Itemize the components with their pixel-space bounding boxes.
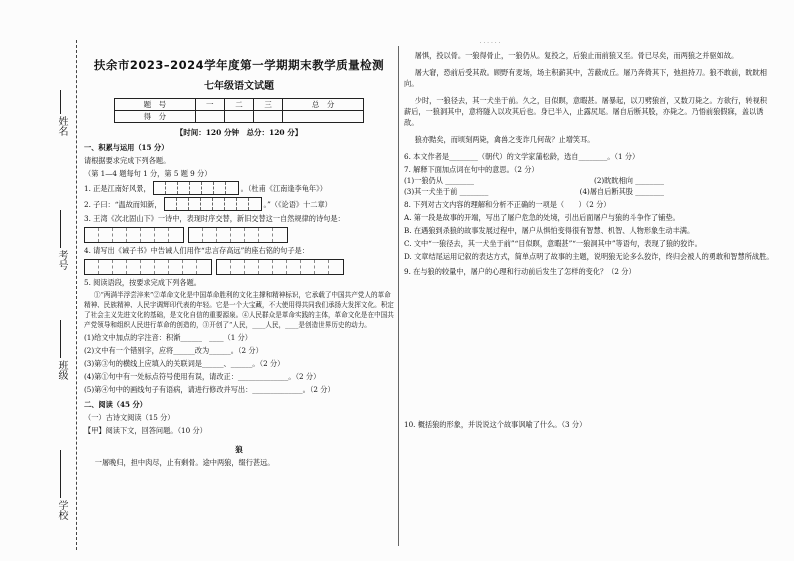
right-column <box>404 48 774 558</box>
q5-sub-2: (2)文中有一个错别字，应将______改为______。（2 分） <box>84 346 263 355</box>
q3-answer-boxes[interactable] <box>84 227 394 243</box>
question-6: 6. 本文作者是________（朝代）的文学家蒲松龄，选自________。（1 分） <box>404 152 640 161</box>
question-5: 5. 阅读语段，按要求完成下列各题。 <box>84 278 201 287</box>
q8-option-b[interactable]: B. 在遇狼到杀狼的故事发展过程中，屠户从惧怕变得很有智慧、机智、人物形象生动丰满。 <box>404 226 695 235</box>
q8-option-c[interactable]: C. 文中“一狼径去，其一犬坐于前”“目似瞑，意暇甚”“一狼洞其中”等语句，表现了狼的狡诈。 <box>404 239 702 248</box>
q2-suffix: 。”（《论语》十二章） <box>263 199 332 209</box>
q8-option-d[interactable]: D. 文章结尾运用记叙的表达方式，简单点明了故事的主题，说明狼无论多么狡诈，终归会被人的勇敢和智慧所战胜。 <box>404 252 774 261</box>
q7-row-2 <box>404 186 664 197</box>
q7-item-1: (1)一狼仍从 ________ <box>404 176 474 185</box>
q5-sub-3: (3)第③句的横线上应填入的关联词是______、______。（2 分） <box>84 359 285 368</box>
passage-paragraph-4: 少时，一狼径去，其一犬坐于前。久之，目似瞑，意暇甚。屠暴起，以刀劈狼首，又数刀毙之。方欲行，转视积薪后，一狼洞其中，意将隧入以攻其后也。身已半入，止露尻尾。屠自后断其股，亦毙之。乃悟前狼假寐，盖以诱敌。 <box>404 96 767 127</box>
subject-title: 七年级语文试题 <box>204 81 274 92</box>
question-9: 9. 在与狼的较量中，屠户的心理和行动前后发生了怎样的变化？（2 分） <box>404 267 636 276</box>
passage-paragraph-5: 狼亦黠矣，而顷刻两毙，禽兽之变诈几何哉？止增笑耳。 <box>414 135 595 144</box>
left-column <box>84 48 394 558</box>
section-2-1: （一）古诗文阅读（15 分） <box>84 413 175 422</box>
score-cell: 二 <box>224 99 253 111</box>
time-info: 【时间：120 分钟 总分：120 分】 <box>175 128 303 137</box>
q8-option-a[interactable]: A. 第一段是故事的开端，写出了屠户危急的处境，引出后面屠户与狼的斗争作了铺垫。 <box>404 213 680 222</box>
question-2 <box>84 197 394 211</box>
class-line <box>60 320 61 358</box>
q2-prefix: 2. 子曰：“温故而知新， <box>84 199 162 209</box>
score-input-cell[interactable] <box>254 111 283 123</box>
seal-line <box>76 40 77 550</box>
score-input-cell[interactable] <box>224 111 253 123</box>
q4-answer-boxes[interactable] <box>84 259 394 275</box>
column-divider <box>398 46 399 546</box>
question-1 <box>84 181 394 195</box>
score-table-score-row <box>115 111 364 123</box>
binding-margin <box>0 0 80 561</box>
score-cell: 总 分 <box>283 99 364 111</box>
question-10: 10. 概括狼的形象，并说说这个故事讽喻了什么。（3 分） <box>404 420 587 429</box>
section-1-heading: 一、积累与运用（15 分） <box>84 143 169 152</box>
score-input-cell[interactable] <box>195 111 224 123</box>
q1-prefix: 1. 正是江南好风景， <box>84 183 151 193</box>
q5-sub-4: (4)第①句中有一处标点符号使用有误，请改正：______________。（2 分） <box>84 372 321 381</box>
exam-id-line <box>60 210 61 248</box>
score-cell: 得 分 <box>115 111 196 123</box>
top-mark: · · · · · · <box>479 40 501 47</box>
exam-id-label: 考号 <box>56 250 67 270</box>
name-label: 姓名 <box>56 116 67 136</box>
q10-answer-area[interactable] <box>404 430 774 490</box>
q7-row-1 <box>404 175 664 186</box>
passage-paragraph-3: 屠大窘，恐前后受其敌。顾野有麦场，场主积薪其中，苫蔽成丘。屠乃奔倚其下，弛担持刀。狼不敢前，眈眈相向。 <box>404 68 767 88</box>
school-label: 学校 <box>56 500 67 520</box>
class-label: 班级 <box>56 360 67 380</box>
question-7: 7. 解释下面加点词在句中的意思。（2 分） <box>404 165 539 174</box>
q1-suffix: 。（杜甫《江南逢李龟年》） <box>240 183 327 193</box>
passage-paragraph-2: 屠惧，投以骨。一狼得骨止，一狼仍从。复投之，后狼止而前狼又至。骨已尽矣，而两狼之并驱如故。 <box>414 51 739 60</box>
passage-title: 狼 <box>235 445 243 454</box>
section-1-note: （第 1—4 题每句 1 分，第 5 题 9 分） <box>84 169 212 178</box>
passage-jia-intro: 【甲】阅读下文，回答问题。（10 分） <box>84 426 207 435</box>
score-table-header-row <box>115 99 364 111</box>
school-line <box>60 450 61 498</box>
q7-item-2: (2)眈眈相向 ________ <box>594 176 664 185</box>
q2-answer-grid[interactable] <box>164 197 262 211</box>
q7-item-3: (3)其一犬坐于前 ________ <box>404 187 489 196</box>
section-2-heading: 二、阅读（45 分） <box>84 400 147 409</box>
q5-sub-5: (5)第④句中的画线句子有语病，请进行修改并写出：______________。（2 分） <box>84 385 335 394</box>
passage-first-paragraph: 一屠晚归，担中肉尽，止有剩骨。途中两狼，缀行甚远。 <box>94 458 275 467</box>
score-cell: 三 <box>254 99 283 111</box>
q1-answer-grid[interactable] <box>153 181 239 195</box>
question-3: 3. 王湾《次北固山下》一诗中，表现时序交替，新旧交替这一自然规律的诗句是： <box>84 214 345 223</box>
q9-answer-area[interactable] <box>404 277 774 417</box>
score-input-cell[interactable] <box>283 111 364 123</box>
exam-title: 扶余市2023–2024学年度第一学期期末教学质量检测 <box>93 58 385 72</box>
section-1-intro: 请根据要求完成下列各题。 <box>84 156 171 165</box>
score-cell: 题 号 <box>115 99 196 111</box>
q5-passage: ①“两满半浮尝淬来”②革命文化是中国革命胜利的文化主撑和精神标识，它承载了中国共产党人的革命精神、民族精神、人民宇调辉印代表的年轻。它是一个大宝藏，不大使用得共同我们承扬大发挥文化。积定了社会主义先进文化的基础，是文化自信的重要源泉。④人民群众是革命实践的主体，革命文化是在中国共产党领导和组织人民进行革命的创造的，③开创了“人民，____人民，____是创造世界历史的动力。 <box>84 291 394 329</box>
q7-item-4: (4)屠自后断其股 ________ <box>579 187 664 196</box>
name-line <box>60 90 61 114</box>
score-cell: 一 <box>195 99 224 111</box>
q5-sub-1: (1)给文中加点的字注音：积渐______ ____（1 分） <box>84 333 252 342</box>
question-8: 8. 下列对古文内容的理解和分析不正确的一项是（ ）（2 分） <box>404 200 611 209</box>
score-table <box>114 98 364 123</box>
question-4: 4. 请写出《诫子书》中告诫人们用作“忠言存高远”的座右铭的句子是： <box>84 246 309 255</box>
